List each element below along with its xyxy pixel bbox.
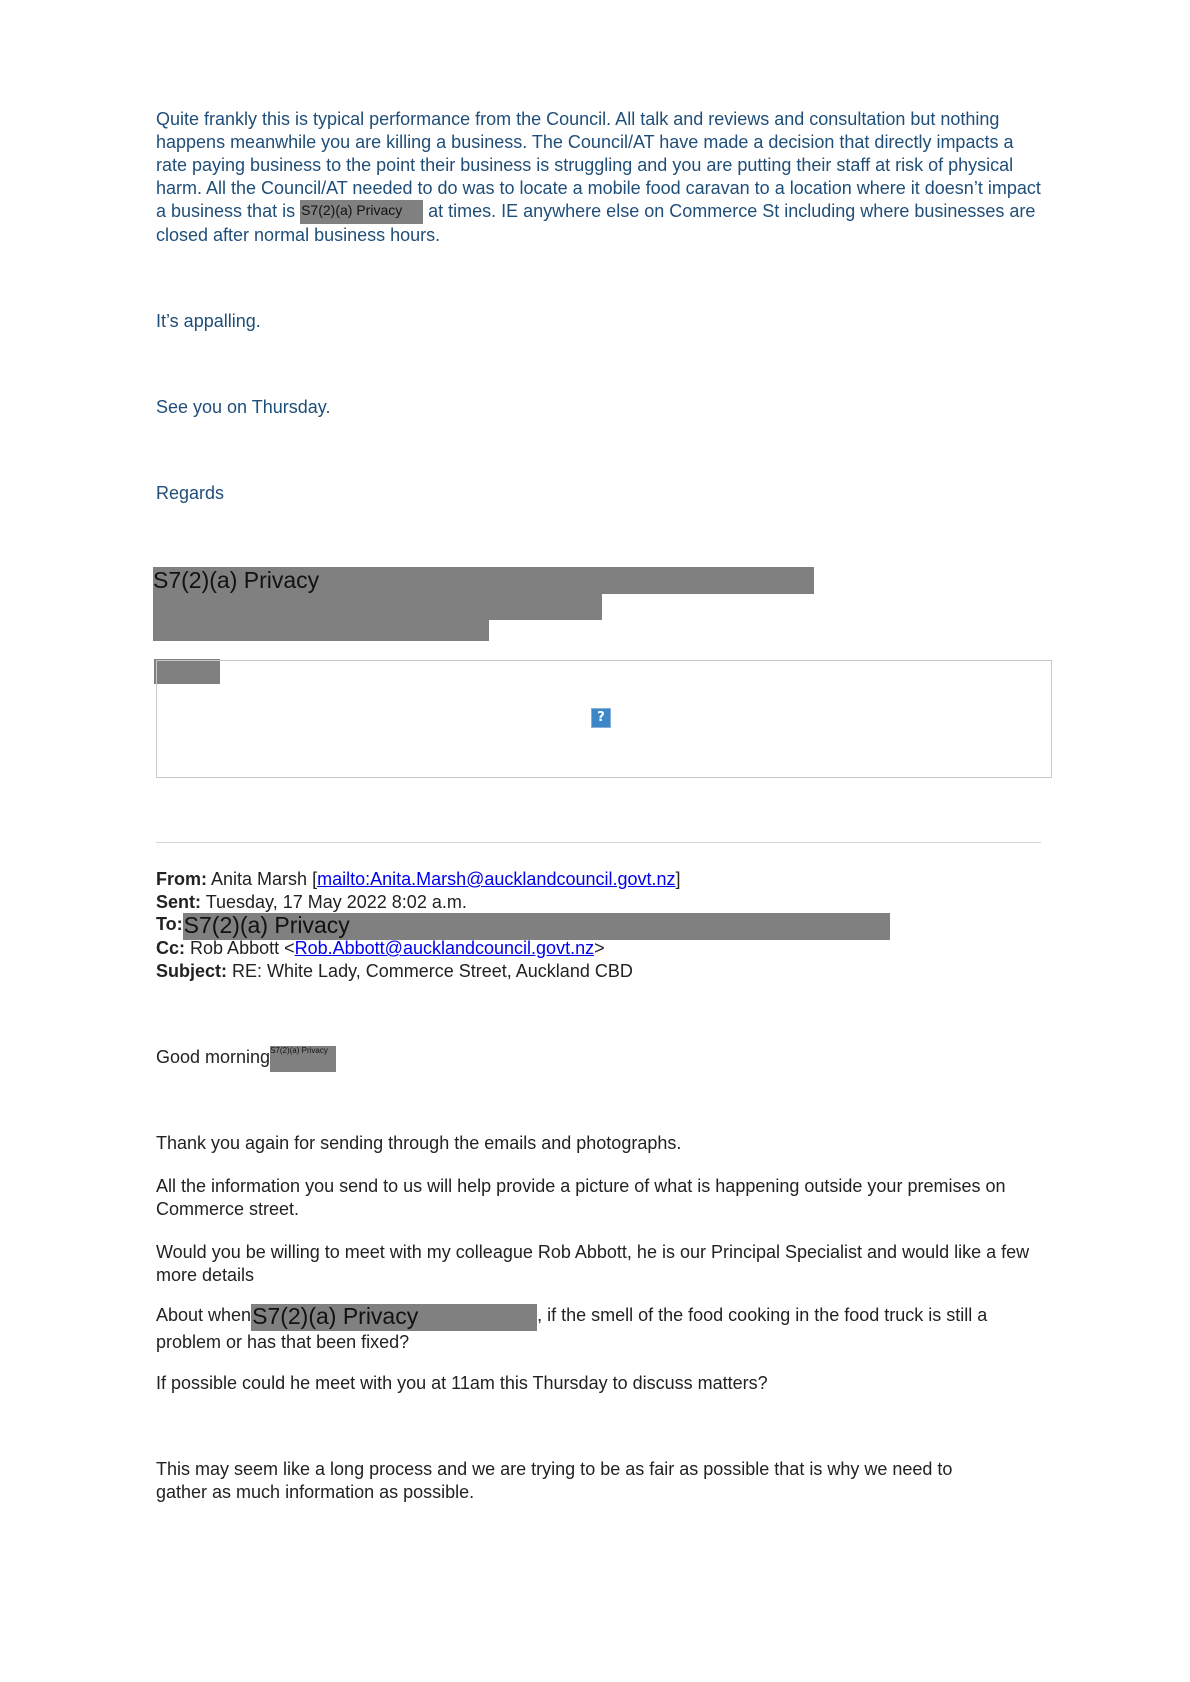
sent-value: Tuesday, 17 May 2022 8:02 a.m. bbox=[205, 892, 467, 912]
email-subject-line bbox=[156, 960, 633, 983]
reply-text-after-redaction: at times. IE anywhere else on Commerce St including where businesses are closed after normal business hours. bbox=[156, 201, 1036, 245]
message-paragraph-2: All the information you send to us will help provide a picture of what is happening outside your premises on Commerce street. bbox=[156, 1176, 1006, 1219]
signature-redaction-line-3 bbox=[153, 620, 489, 641]
reply-paragraph-3: See you on Thursday. bbox=[156, 397, 331, 417]
to-redaction: S7(2)(a) Privacy bbox=[183, 913, 890, 940]
reply-paragraph-1 bbox=[156, 108, 1046, 247]
p4-after: , if the smell of the food cooking in the food truck is still a problem or has that been fixed? bbox=[156, 1305, 988, 1352]
message-paragraph-4 bbox=[156, 1304, 1036, 1354]
subject-label: Subject: bbox=[156, 961, 228, 981]
p4-before: About when bbox=[156, 1305, 252, 1325]
reply-paragraph-2: It’s appalling. bbox=[156, 311, 261, 331]
from-email-link[interactable]: mailto:Anita.Marsh@aucklandcouncil.govt.nz bbox=[317, 869, 676, 889]
p4-redaction: S7(2)(a) Privacy bbox=[251, 1304, 537, 1331]
privacy-redaction: S7(2)(a) Privacy bbox=[300, 200, 423, 224]
signature-redaction-label: S7(2)(a) Privacy bbox=[153, 567, 320, 593]
message-paragraph-3: Would you be willing to meet with my colleague Rob Abbott, he is our Principal Specialist and would like a few more details bbox=[156, 1242, 1030, 1285]
email-from-line: From: Anita Marsh [mailto:Anita.Marsh@aucklandcouncil.govt.nz] bbox=[156, 869, 681, 889]
email-cc-line bbox=[156, 937, 605, 960]
from-name: Anita Marsh bbox=[211, 869, 308, 889]
from-label: From: bbox=[156, 869, 207, 889]
cc-name: Rob Abbott < bbox=[190, 938, 295, 958]
subject-value: RE: White Lady, Commerce Street, Auckland CBD bbox=[232, 961, 633, 981]
reply-closing: Regards bbox=[156, 483, 225, 503]
email-separator bbox=[156, 842, 1041, 843]
cc-label: Cc: bbox=[156, 938, 186, 958]
greeting-redaction: S7(2)(a) Privacy bbox=[270, 1046, 336, 1072]
cc-email-link[interactable]: Rob.Abbott@aucklandcouncil.govt.nz bbox=[294, 938, 595, 958]
signature-redaction-line-2 bbox=[153, 594, 602, 620]
greeting-line bbox=[156, 1046, 336, 1072]
message-paragraph-5: If possible could he meet with you at 11am this Thursday to discuss matters? bbox=[156, 1373, 768, 1393]
cc-close: > bbox=[594, 938, 605, 958]
message-paragraph-1: Thank you again for sending through the emails and photographs. bbox=[156, 1133, 682, 1153]
message-paragraph-6: This may seem like a long process and we are trying to be as fair as possible that is why we need to gather as much information as possible. bbox=[156, 1459, 953, 1502]
missing-image-icon: ? bbox=[591, 708, 611, 728]
reply-text-before-redaction: Quite frankly this is typical performance from the Council. All talk and reviews and consultation but nothing happens meanwhile you are killing a business. The Council/AT have made a decision that directly impacts a rate paying business to the point their business is struggling and you are putting their staff at risk of physical harm. All the Council/AT needed to do was to locate a mobile food caravan to a location where it doesn’t impact a business that is bbox=[156, 109, 1041, 221]
greeting-text: Good morning bbox=[156, 1047, 271, 1067]
email-to-line bbox=[156, 913, 890, 940]
to-label: To: bbox=[156, 914, 183, 934]
email-sent-line bbox=[156, 891, 467, 914]
sent-label: Sent: bbox=[156, 892, 201, 912]
